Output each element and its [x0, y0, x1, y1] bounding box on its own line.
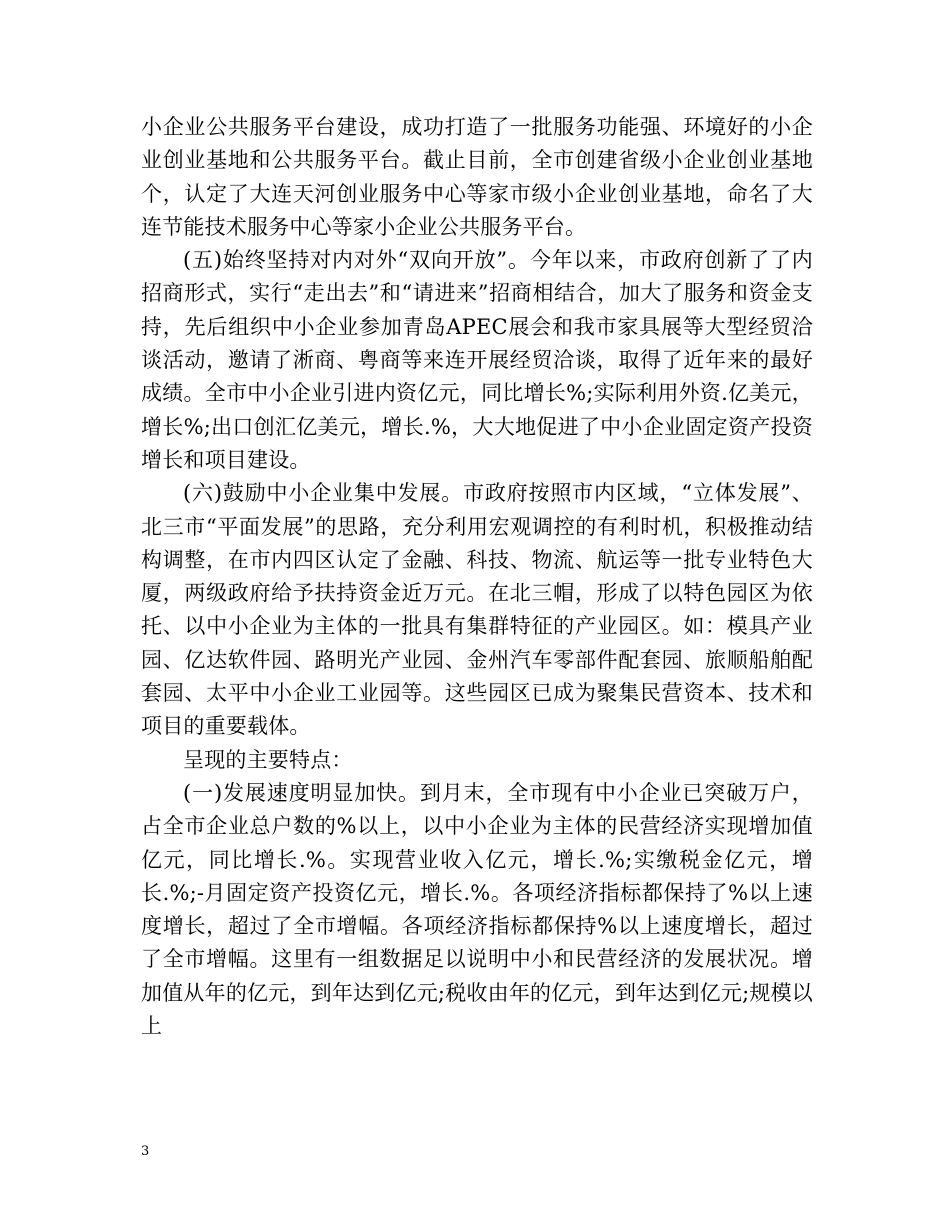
- paragraph: 呈现的主要特点：: [183, 747, 353, 772]
- document-body: [141, 111, 813, 1043]
- page-number: 3: [141, 1144, 150, 1159]
- paragraph: (一)发展速度明显加快。到月末，全市现有中小企业已突破万户，占全市企业总户数的%以上，以中小企业为主体的民营经济实现增加值亿元，同比增长.%。实现营业收入亿元，增长.%;实缴税金亿元，增长.%;-月固定资产投资亿元，增长.%。各项经济指标都保持了%以上速度增长，超过了全市增幅。各项经济指标都保持%以上速度增长，超过了全市增幅。这里有一组数据足以说明中小和民营经济的发展状况。增加值从年的亿元，到年达到亿元;税收由年的亿元，到年达到亿元;规模以上: [141, 780, 813, 1039]
- paragraph: (五)始终坚持对内对外“双向开放”。今年以来，市政府创新了了内招商形式，实行“走出去”和“请进来”招商相结合，加大了服务和资金支持，先后组织中小企业参加青岛APEC展会和我市家具展等大型经贸洽谈活动，邀请了淅商、粤商等来连开展经贸洽谈，取得了近年来的最好成绩。全市中小企业引进内资亿元，同比增长%;实际利用外资.亿美元，增长%;出口创汇亿美元，增长.%，大大地促进了中小企业固定资产投资增长和项目建设。: [141, 248, 813, 472]
- paragraph: 小企业公共服务平台建设，成功打造了一批服务功能强、环境好的小企业创业基地和公共服务平台。截止目前，全市创建省级小企业创业基地个，认定了大连天河创业服务中心等家市级小企业创业基地，命名了大连节能技术服务中心等家小企业公共服务平台。: [141, 115, 813, 239]
- paragraph: (六)鼓励中小企业集中发展。市政府按照市内区域，“立体发展”、北三市“平面发展”的思路，充分利用宏观调控的有利时机，积极推动结构调整，在市内四区认定了金融、科技、物流、航运等一批专业特色大厦，两级政府给予扶持资金近万元。在北三帽，形成了以特色园区为依托、以中小企业为主体的一批具有集群特征的产业园区。如：模具产业园、亿达软件园、路明光产业园、金州汽车零部件配套园、旅顺船舶配套园、太平中小企业工业园等。这些园区已成为聚集民营资本、技术和项目的重要载体。: [141, 481, 813, 739]
